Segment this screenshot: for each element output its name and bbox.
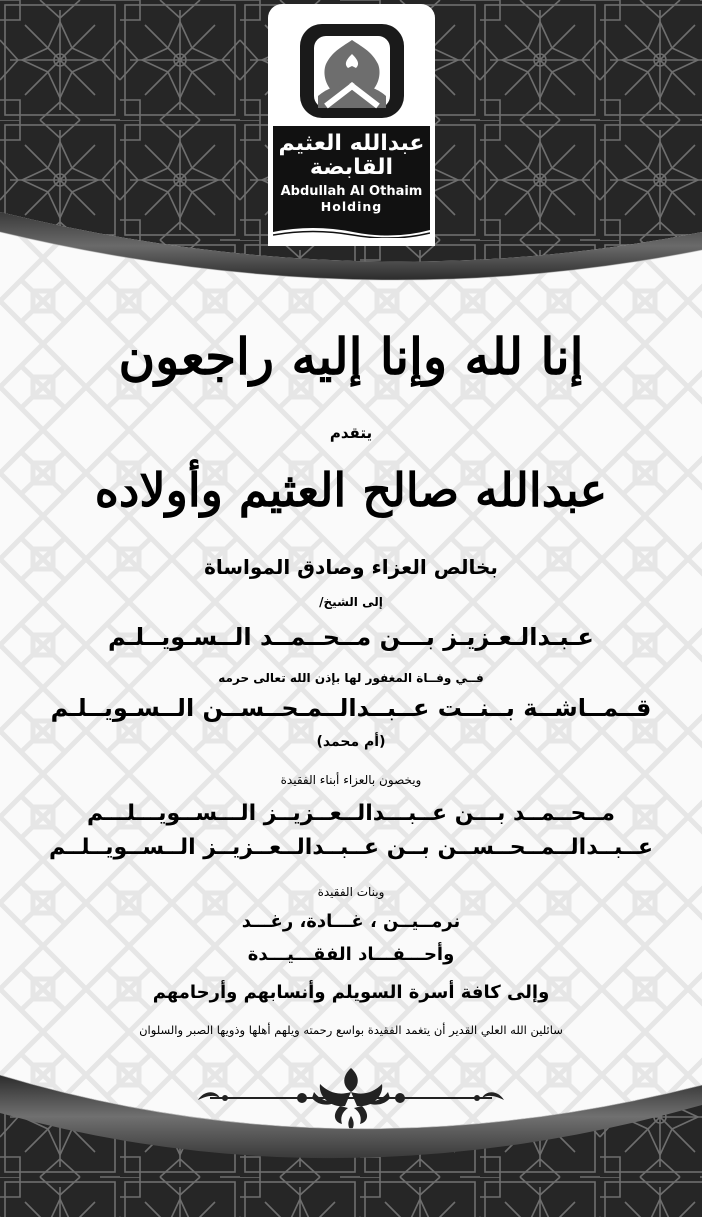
- family-text: وإلى كافة أسرة السويلم وأنسابهم وأرحامهم: [152, 982, 550, 1003]
- presents-label: يتقدم: [329, 424, 373, 442]
- daughters-label: وبنات الفقيدة: [317, 885, 385, 899]
- son-name-2: عــبــدالــمــحــســن بــن عــبــدالــعــزيــز الــســويــلــم: [48, 835, 653, 860]
- verse-heading: إنا لله وإنا إليه راجعون: [118, 327, 584, 386]
- sons-label: ويخصون بالعزاء أبناء الفقيدة: [280, 773, 422, 787]
- logo-name-english-2: Holding: [320, 199, 383, 214]
- logo-name-arabic-2: القابضة: [309, 155, 394, 180]
- prayer-text: سائلين الله العلي القدير أن يتغمد الفقيدة بواسع رحمته ويلهم أهلها وذويها الصبر والسلوان: [139, 1023, 563, 1037]
- bottom-pattern-band: [0, 1057, 702, 1217]
- deceased-name: قــمــاشــة بــنــت عــبــدالــمـحــســن الــسـويــلـم: [50, 694, 652, 722]
- son-name-1: مــحــمــد بـــن عــبـــدالــعــزيــز الـــســويـــلـــم: [86, 801, 616, 826]
- deceased-kunya: (أم محمد): [316, 734, 386, 750]
- logo-name-arabic: عبدالله العثيم: [278, 131, 425, 156]
- company-logo: [268, 4, 435, 246]
- recipient-label: إلى الشيخ/: [319, 595, 383, 609]
- daughters-names: نرمــيــن ، غـــادة، رغـــد: [241, 911, 461, 932]
- occasion-text: فــي وفــاة المغفور لها بإذن الله تعالى حرمه: [218, 671, 484, 685]
- grandchildren-text: وأحـــفـــاد الفقـــيـــدة: [247, 944, 455, 965]
- logo-name-english: Abdullah Al Othaim: [280, 184, 423, 199]
- recipient-name: عـبـدالـعـزيـز بـــن مــحــمــد الــسـويــلـم: [108, 623, 594, 651]
- logo-wave-icon: [273, 224, 430, 238]
- sender-name: عبدالله صالح العثيم وأولاده: [94, 463, 608, 517]
- condolence-text: بخالص العزاء وصادق المواساة: [204, 555, 498, 579]
- logo-wordmark: [273, 126, 430, 238]
- othaim-logo-icon: [296, 22, 408, 120]
